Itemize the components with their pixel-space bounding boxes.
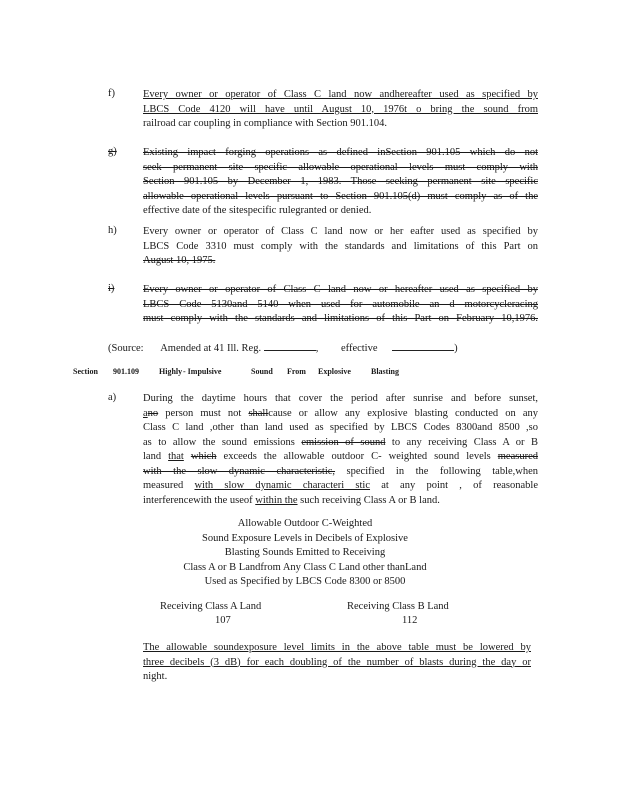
text-line [143,494,538,509]
table-title-line: Class A or B Landfrom Any Class C Land other thanLand [183,561,427,573]
source-effective: effective [340,343,378,354]
struck-line: Section 901.105 by December 1, 1983. Those seeking permanent site specific [143,176,538,187]
deleted-text: no [147,407,159,419]
source-close: ) [454,343,458,354]
source-comma: , [315,343,319,354]
text-line: LBCS Code 3310 must comply with the standards and limitations of this Part on [143,240,538,252]
text-run: such receiving Class A or B land. [300,494,440,506]
paragraph-label: h) [108,225,117,236]
text-run: interferencewith the useof [143,494,253,506]
struck-line: LBCS Code 5130and 5140 when used for automobile an d motorcycleracing [143,298,538,310]
column-header: Receiving Class B Land [347,601,449,612]
source-note [108,339,468,354]
table-footnote [143,641,531,685]
section-title-word: Blasting [371,367,400,376]
struck-line: August 10, 1975. [143,255,216,266]
inserted-text: within the [255,494,298,506]
section-title-word: From [287,367,306,376]
text-run: person must not [165,407,242,419]
paragraph-label: f) [108,88,115,99]
paragraph-label: a) [108,392,117,403]
effective-date-blank [392,339,454,351]
text-line [143,465,538,480]
source-open: (Source: [108,343,144,354]
text-line [143,479,538,494]
text-run: specified in the following table,when [346,465,539,477]
deleted-text: measured [497,451,538,462]
table-title-line: Blasting Sounds Emitted to Receiving [224,547,386,558]
text-line: effective date of the sitespecific rulegranted or denied. [143,205,372,216]
table-title-line: Allowable Outdoor C-Weighted [237,518,373,529]
text-run: to any receiving Class A or B [391,436,539,448]
paragraph-label: g) [108,146,117,157]
deleted-text: with the slow dynamic characteristic, [143,465,336,477]
level-value: 107 [215,615,231,626]
text-run: exceeds the allowable outdoor C- weighted sound levels [223,451,491,462]
text-run: as to allow the sound emissions [143,436,295,448]
column-class-a [160,600,300,628]
table-title-line: Sound Exposure Levels in Decibels of Explosive [202,532,408,544]
text-run: cause or allow any explosive blasting conducted on any [268,407,538,419]
register-blank [264,339,316,351]
section-word: Section [73,367,98,376]
text-line: railroad car coupling in compliance with Section 901.104. [143,118,388,129]
struck-line: must comply with the standards and limitations of this Part on February 10,1976. [143,313,538,324]
text-line [143,407,538,422]
deleted-text: which [190,451,217,462]
deleted-text: shall [248,407,269,419]
text-run: measured [143,480,184,491]
deleted-text: emission of sound [301,436,386,448]
text-run: land [143,451,162,462]
section-title-word: Highly [159,367,183,376]
section-title-word: - Impulsive [183,367,222,376]
inserted-text: a [143,407,148,419]
text-line: night. [143,671,168,682]
text-line: Every owner or operator of Class C land now andhereafter used as specified by [143,89,538,100]
inserted-text: that [168,451,184,462]
text-run: at any point , of reasonable [381,480,538,491]
text-line: LBCS Code 4120 will have until August 10, 1976t o bring the sound from [143,103,538,115]
inserted-line: The allowable soundexposure level limits in the above table must be lowered by [143,642,531,653]
text-line [143,436,538,451]
section-number: 901.109 [113,367,139,376]
table-title [160,517,450,590]
table-title-line: Used as Specified by LBCS Code 8300 or 8500 [204,576,406,587]
source-amended: Amended at 41 Ill. Reg. [160,343,262,354]
text-line: During the daytime hours that cover the period after sunrise and before sunset, [143,393,538,404]
struck-line: seek permanent site specific allowable operational levels must comply with [143,161,538,173]
text-line: Every owner or operator of Class C land now or her eafter used as specified by [143,226,538,237]
inserted-line: three decibels (3 dB) for each doubling of the number of blasts during the day or [143,656,531,668]
level-value: 112 [402,615,418,626]
column-class-b [347,600,487,628]
paragraph-label: i) [108,283,115,294]
column-header: Receiving Class A Land [160,601,262,612]
inserted-text: with slow dynamic characteri stic [194,480,371,491]
text-line [143,450,538,465]
struck-line: allowable operational levels pursuant to Section 901.105(d) must comply as of the [143,190,538,202]
section-title-word: Sound [251,367,273,376]
struck-line: Every owner or operator of Class C land now or hereafter used as specified by [143,284,538,295]
text-line: Class C land ,other than land used as specified by LBCS Codes 8300and 8500 ,so [143,422,538,433]
section-title-word: Explosive [318,367,351,376]
struck-line: Existing impact forging operations as defined inSection 901.105 which do not [143,147,538,158]
